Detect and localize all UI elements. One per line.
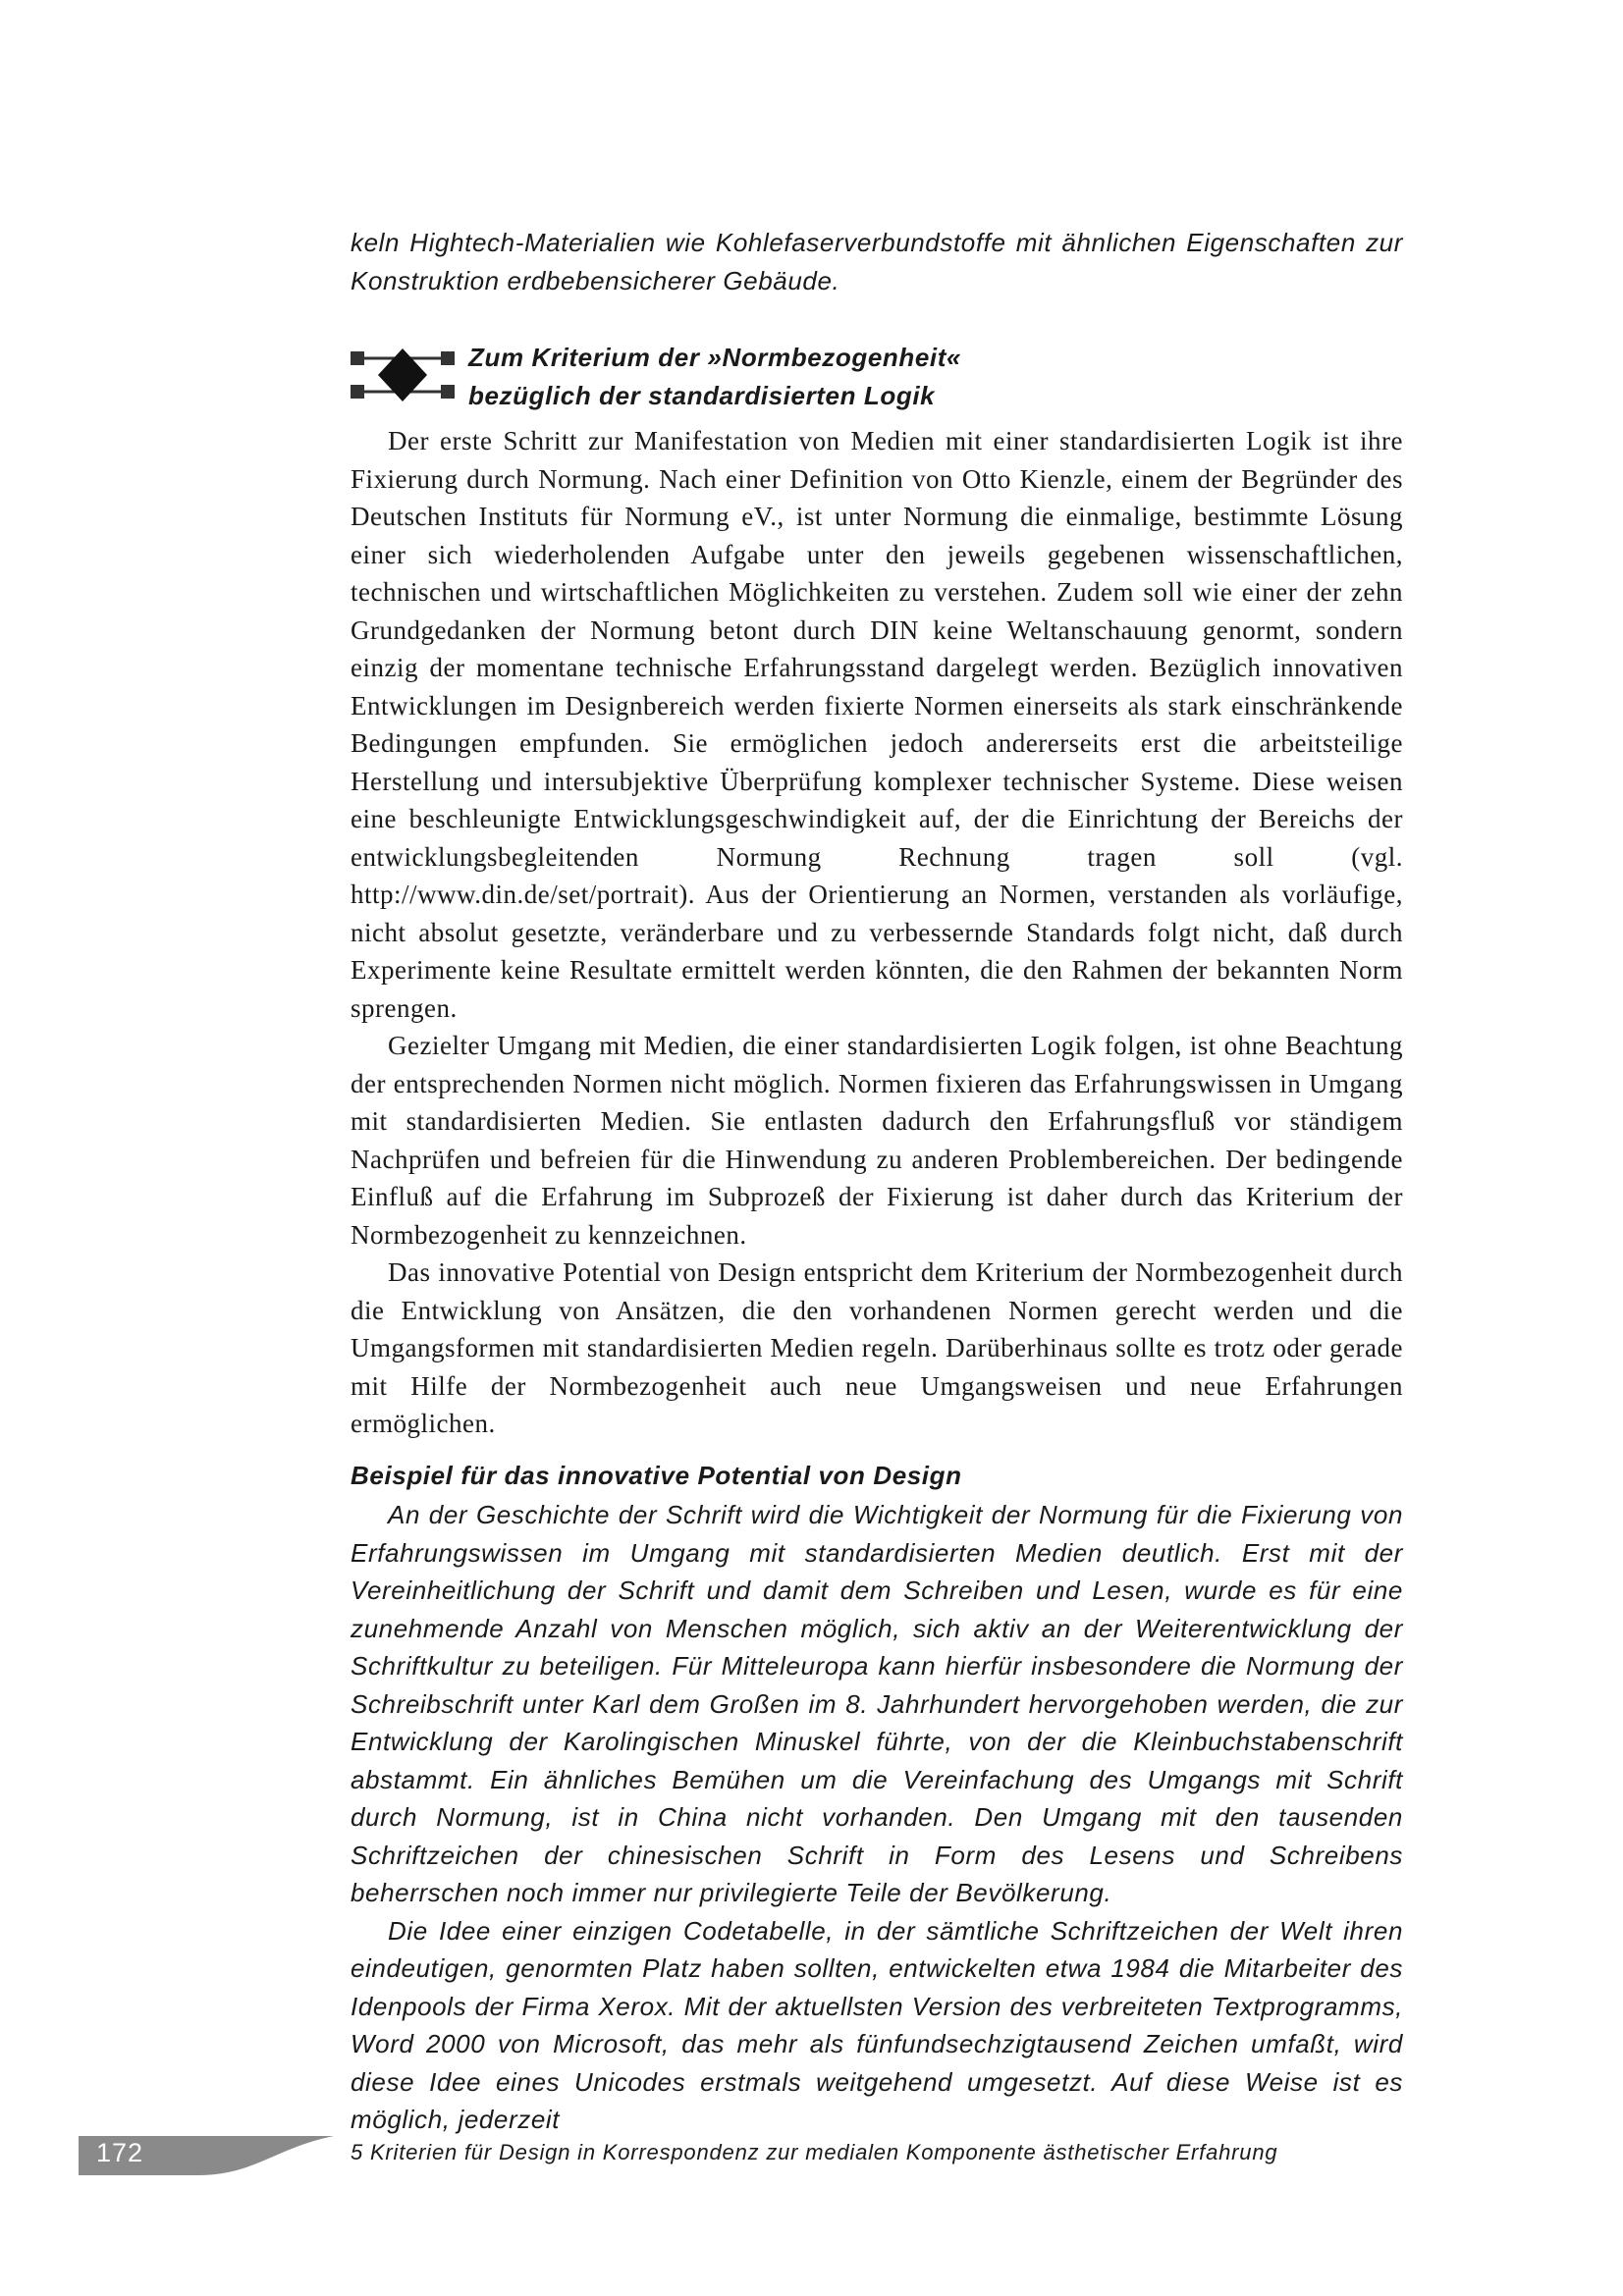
- norm-criterion-icon: [351, 347, 455, 403]
- section-heading: [351, 339, 1403, 414]
- body-paragraph-2: Gezielter Umgang mit Medien, die einer standardisierten Logik folgen, ist ohne Beachtung der entsprechenden Normen nicht möglich. Normen fixieren das Erfahrungswissen in Umgang mit standardisierten Medien. Sie entlasten dadurch den Erfahrungsfluß vor ständigem Nachprüfen und befreien für die Hinwendung zu anderen Problembereichen. Der bedingende Einfluß auf die Erfahrung im Subprozeß der Fixierung ist daher durch das Kriterium der Normbezogenheit zu kennzeichnen.: [351, 1031, 1403, 1250]
- section-heading-line2: bezüglich der standardisierten Logik: [468, 380, 936, 410]
- running-footer: 5 Kriterien für Design in Korrespondenz zur medialen Komponente ästhetischer Erfahrung: [351, 2140, 1278, 2164]
- intro-text: keln Hightech-Materialien wie Kohlefaserverbundstoffe mit ähnlichen Eigenschaften zur Konstruktion erdbebensicherer Gebäude.: [351, 228, 1403, 295]
- body-paragraph-3: Das innovative Potential von Design entspricht dem Kriterium der Normbezogenheit durch die Entwicklung von Ansätzen, die den vorhandenen Normen gerecht werden und die Umgangsformen mit standardisierten Medien regeln. Darüberhinaus sollte es trotz oder gerade mit Hilfe der Normbezogenheit auch neue Umgangsweisen und neue Erfahrungen ermöglichen.: [351, 1257, 1403, 1438]
- example-paragraph-2: Die Idee einer einzigen Codetabelle, in der sämtliche Schriftzeichen der Welt ihren eindeutigen, genormten Platz haben sollten, entwickelten etwa 1984 die Mitarbeiter des Idenpools der Firma Xerox. Mit der aktuellsten Version des verbreiteten Textprogramms, Word 2000 von Microsoft, das mehr als fünfundsechzigtausend Zeichen umfaßt, wird diese Idee eines Unicodes erstmals weitgehend umgesetzt. Auf diese Weise ist es möglich, jederzeit: [351, 1915, 1403, 2134]
- page-number: 172: [96, 2138, 144, 2167]
- body-paragraph-1: Der erste Schritt zur Manifestation von Medien mit einer standardisierten Logik ist ihre Fixierung durch Normung. Nach einer Definition von Otto Kienzle, einem der Begründer des Deutschen Instituts für Normung eV., ist unter Normung die einmalige, bestimmte Lösung einer sich wiederholenden Aufgabe unter den jeweils gegebenen wissenschaftlichen, technischen und wirtschaftlichen Möglichkeiten zu verstehen. Zudem soll wie einer der zehn Grundgedanken der Normung betont durch DIN keine Weltanschauung genormt, sondern einzig der momentane technische Erfahrungsstand dargelegt werden. Bezüglich innovativen Entwicklungen im Designbereich werden fixierte Normen einerseits als stark einschränkende Bedingungen empfunden. Sie ermöglichen jedoch andererseits erst die arbeitsteilige Herstellung und intersubjektive Überprüfung komplexer technischer Systeme. Diese weisen eine beschleunigte Entwicklungsgeschwindigkeit auf, der die Einrichtung der Bereichs der entwicklungsbegleitenden Normung Rechnung tragen soll (vgl. http://www.din.de/set/portrait). Aus der Orientierung an Normen, verstanden als vorläufige, nicht absolut gesetzte, veränderbare und zu verbessernde Standards folgt nicht, daß durch Experimente keine Resultate ermittelt werden könnten, die den Rahmen der bekannten Norm sprengen.: [351, 426, 1403, 1023]
- example-heading: Beispiel für das innovative Potential von Design: [351, 1460, 962, 1490]
- example-paragraph-1: An der Geschichte der Schrift wird die Wichtigkeit der Normung für die Fixierung von Erfahrungswissen im Umgang mit standardisierten Medien deutlich. Erst mit der Vereinheitlichung der Schrift und damit dem Schreiben und Lesen, wurde es für eine zunehmende Anzahl von Menschen möglich, sich aktiv an der Weiterentwicklung der Schriftkultur zu beteiligen. Für Mitteleuropa kann hierfür insbesondere die Normung der Schreibschrift unter Karl dem Großen im 8. Jahrhundert hervorgehoben werden, die zur Entwicklung der Karolingischen Minuskel führte, von der die Kleinbuchstabenschrift abstammt. Ein ähnliches Bemühen um die Vereinfachung des Umgangs mit Schrift durch Normung, ist in China nicht vorhanden. Den Umgang mit den tausenden Schriftzeichen der chinesischen Schrift in Form des Lesens und Schreibens beherrschen noch immer nur privilegierte Teile der Bevölkerung.: [351, 1500, 1403, 1907]
- text-column: [351, 224, 1403, 2139]
- section-heading-line1: Zum Kriterium der »Normbezogenheit«: [468, 343, 962, 372]
- page-number-tab: [79, 2136, 334, 2175]
